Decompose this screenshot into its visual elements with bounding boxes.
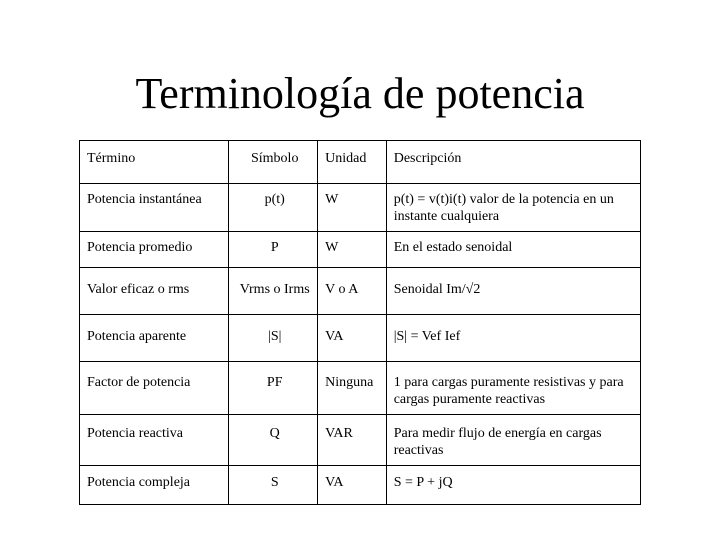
unit-cell: W: [318, 232, 387, 268]
symbol-cell: Vrms o Irms: [229, 268, 318, 315]
term-cell: Potencia reactiva: [80, 415, 229, 466]
slide-title: Terminología de potencia: [135, 69, 585, 118]
unit-cell: VA: [318, 315, 387, 362]
header-unit: Unidad: [318, 141, 387, 184]
term-cell: Potencia promedio: [80, 232, 229, 268]
description-cell: p(t) = v(t)i(t) valor de la potencia en un instante cualquiera: [386, 184, 640, 232]
table-row: [80, 232, 641, 268]
symbol-cell: PF: [229, 362, 318, 415]
symbol-cell: P: [229, 232, 318, 268]
symbol-cell: Q: [229, 415, 318, 466]
table-header-row: [80, 141, 641, 184]
symbol-cell: S: [229, 466, 318, 505]
description-cell: 1 para cargas puramente resistivas y para cargas puramente reactivas: [386, 362, 640, 415]
unit-cell: VAR: [318, 415, 387, 466]
header-term: Término: [80, 141, 229, 184]
table-row: [80, 184, 641, 232]
symbol-cell: p(t): [229, 184, 318, 232]
term-cell: Potencia aparente: [80, 315, 229, 362]
unit-cell: V o A: [318, 268, 387, 315]
table-row: [80, 268, 641, 315]
table-row: [80, 466, 641, 505]
description-cell: En el estado senoidal: [386, 232, 640, 268]
description-cell: Senoidal Im/√2: [386, 268, 640, 315]
term-cell: Potencia compleja: [80, 466, 229, 505]
term-cell: Factor de potencia: [80, 362, 229, 415]
table-row: [80, 415, 641, 466]
description-cell: Para medir flujo de energía en cargas reactivas: [386, 415, 640, 466]
table-row: [80, 315, 641, 362]
term-cell: Potencia instantánea: [80, 184, 229, 232]
unit-cell: W: [318, 184, 387, 232]
table-row: [80, 362, 641, 415]
symbol-cell: |S|: [229, 315, 318, 362]
term-cell: Valor eficaz o rms: [80, 268, 229, 315]
unit-cell: VA: [318, 466, 387, 505]
description-cell: S = P + jQ: [386, 466, 640, 505]
header-description: Descripción: [386, 141, 640, 184]
header-symbol: Símbolo: [229, 141, 318, 184]
power-terminology-table: [79, 140, 641, 505]
description-cell: |S| = Vef Ief: [386, 315, 640, 362]
unit-cell: Ninguna: [318, 362, 387, 415]
